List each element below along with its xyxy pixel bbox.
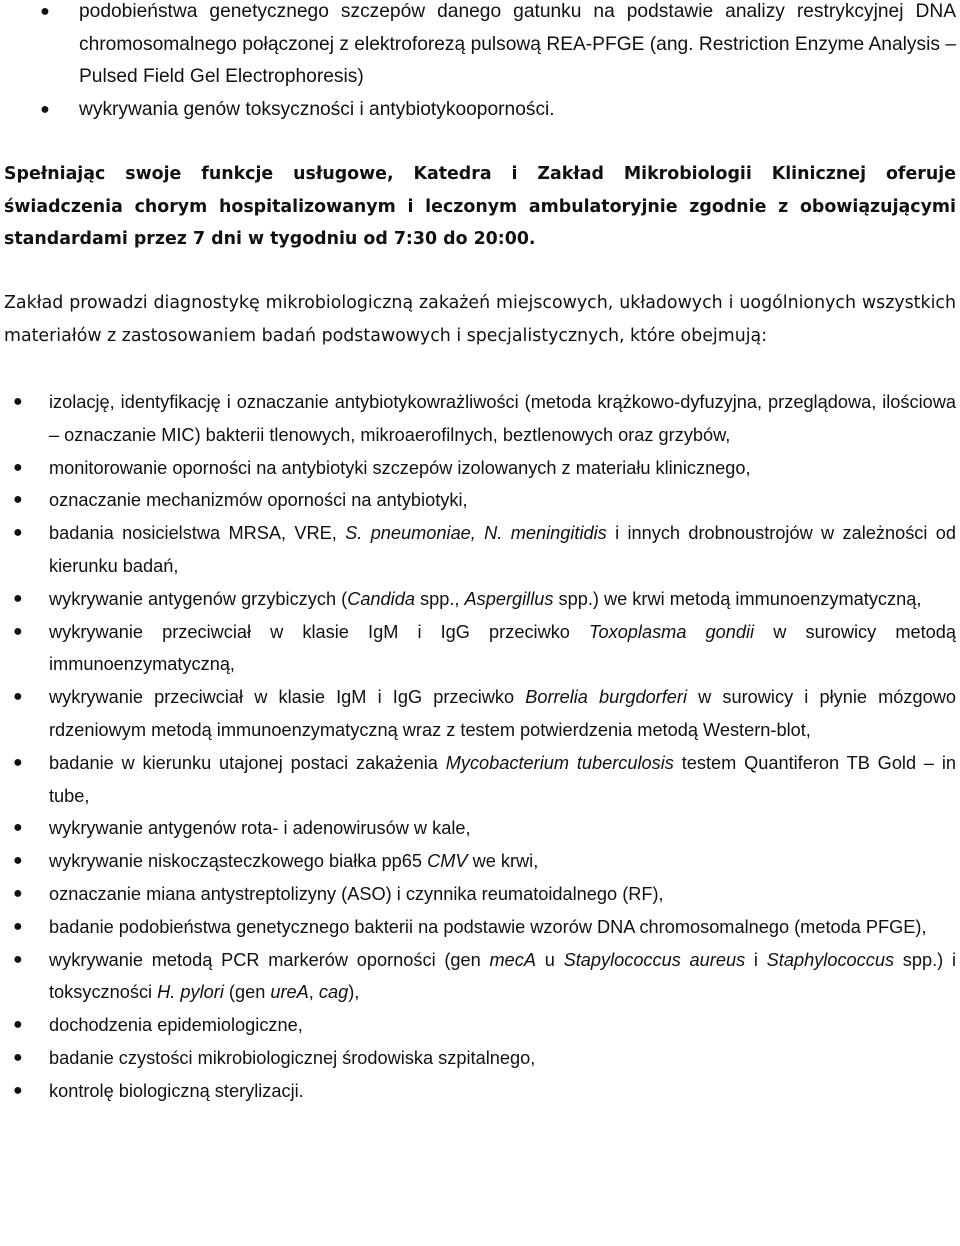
list-item: [0, 386, 960, 452]
list-item: [0, 583, 960, 616]
list-item: [0, 681, 960, 747]
bullet-icon: ●: [40, 3, 50, 20]
list-item-text: oznaczanie miana antystreptolizyny (ASO) i czynnika reumatoidalnego (RF),: [49, 883, 664, 904]
list-item: [0, 747, 960, 813]
diagnostics-intro-paragraph: Zakład prowadzi diagnostykę mikrobiologiczną zakażeń miejscowych, układowych i uogólnionych wszystkich materiałów z zastosowaniem badań podstawowych i specjalistycznych, które obejmują:: [4, 293, 956, 346]
bullet-icon: ●: [13, 1016, 23, 1034]
list-item-text: badanie w kierunku utajonej postaci zakażenia Mycobacterium tuberculosis testem Quantiferon TB Gold – in tube,: [49, 752, 956, 806]
list-item: [0, 845, 960, 878]
bullet-icon: ●: [13, 884, 23, 902]
list-item: [0, 1009, 960, 1042]
list-item-text: badanie czystości mikrobiologicznej środowiska szpitalnego,: [49, 1047, 536, 1068]
bullet-icon: ●: [13, 589, 23, 607]
list-item-text: badania nosicielstwa MRSA, VRE, S. pneumoniae, N. meningitidis i innych drobnoustrojów w zależności od kierunku badań,: [49, 523, 956, 576]
list-item: [0, 484, 960, 517]
bullet-icon: ●: [13, 524, 23, 542]
bullet-icon: ●: [40, 100, 50, 118]
bullet-icon: ●: [13, 753, 23, 771]
bullet-icon: ●: [13, 491, 23, 509]
list-item-text: izolację, identyfikację i oznaczanie antybiotykowrażliwości (metoda krążkowo-dyfuzyjna, przeglądowa, ilościowa – oznaczanie MIC) bakterii tlenowych, mikroaerofilnych, beztlenowych oraz grzybów,: [49, 392, 956, 445]
services-paragraph: Spełniając swoje funkcje usługowe, Katedra i Zakład Mikrobiologii Klinicznej oferuje świadczenia chorym hospitalizowanym i leczonym ambulatoryjnie zgodnie z obowiązującymi standardami przez 7 dni w tygodniu od 7:30 do 20:00.: [4, 164, 956, 249]
list-item: [0, 94, 960, 127]
list-item: [0, 1042, 960, 1075]
list-item-text: wykrywanie przeciwciał w klasie IgM i IgG przeciwko Toxoplasma gondii w surowicy metodą immunoenzymatyczną,: [49, 621, 957, 675]
bullet-icon: ●: [13, 819, 23, 837]
bullet-icon: ●: [13, 950, 23, 968]
list-item-text: wykrywanie niskocząsteczkowego białka pp65 CMV we krwi,: [49, 851, 539, 872]
list-item-text: monitorowanie oporności na antybiotyki szczepów izolowanych z materiału klinicznego,: [49, 457, 751, 478]
list-item: [0, 878, 960, 911]
list-item-text: wykrywanie antygenów grzybiczych (Candida spp., Aspergillus spp.) we krwi metodą immunoenzymatyczną,: [49, 588, 922, 609]
bullet-icon: ●: [13, 688, 23, 706]
bullet-icon: ●: [13, 1048, 23, 1066]
list-item: [0, 452, 960, 485]
list-item: [0, 0, 960, 94]
list-item-text: kontrolę biologiczną sterylizacji.: [49, 1080, 304, 1101]
bullet-icon: ●: [13, 1081, 23, 1099]
bullet-icon: ●: [13, 852, 23, 870]
list-item-text: podobieństwa genetycznego szczepów danego gatunku na podstawie analizy restrykcyjnej DNA chromosomalnego połączonej z elektroforezą pulsową REA-PFGE (ang. Restriction Enzyme Analysis – Pulsed Field Gel Electrophoresis): [79, 1, 956, 87]
diagnostics-bullet-list: [0, 386, 960, 1108]
list-item-text: wykrywanie przeciwciał w klasie IgM i IgG przeciwko Borrelia burgdorferi w surowicy i płynie mózgowo rdzeniowym metodą immunoenzymatyczną wraz z testem potwierdzenia metodą Western-blot,: [49, 687, 956, 740]
list-item-text: oznaczanie mechanizmów oporności na antybiotyki,: [49, 490, 468, 511]
bullet-icon: ●: [13, 458, 23, 476]
list-item: [0, 517, 960, 583]
list-item-text: wykrywanie antygenów rota- i adenowirusów w kale,: [49, 818, 471, 839]
bullet-icon: ●: [13, 622, 23, 640]
list-item: [0, 1075, 960, 1108]
continued-bullet-list: [0, 0, 960, 126]
bullet-icon: ●: [13, 917, 23, 935]
list-item-text: wykrywanie metodą PCR markerów oporności (gen mecA u Stapylococcus aureus i Staphylococcus spp.) i toksyczności H. pylori (gen ureA, cag),: [49, 949, 956, 1003]
list-item-text: wykrywania genów toksyczności i antybiotykooporności.: [79, 98, 555, 120]
bullet-icon: ●: [13, 393, 23, 410]
list-item-text: badanie podobieństwa genetycznego bakterii na podstawie wzorów DNA chromosomalnego (metoda PFGE),: [49, 916, 927, 937]
list-item: [0, 616, 960, 682]
list-item: [0, 944, 960, 1010]
list-item-text: dochodzenia epidemiologiczne,: [49, 1015, 303, 1036]
list-item: [0, 911, 960, 944]
list-item: [0, 812, 960, 845]
